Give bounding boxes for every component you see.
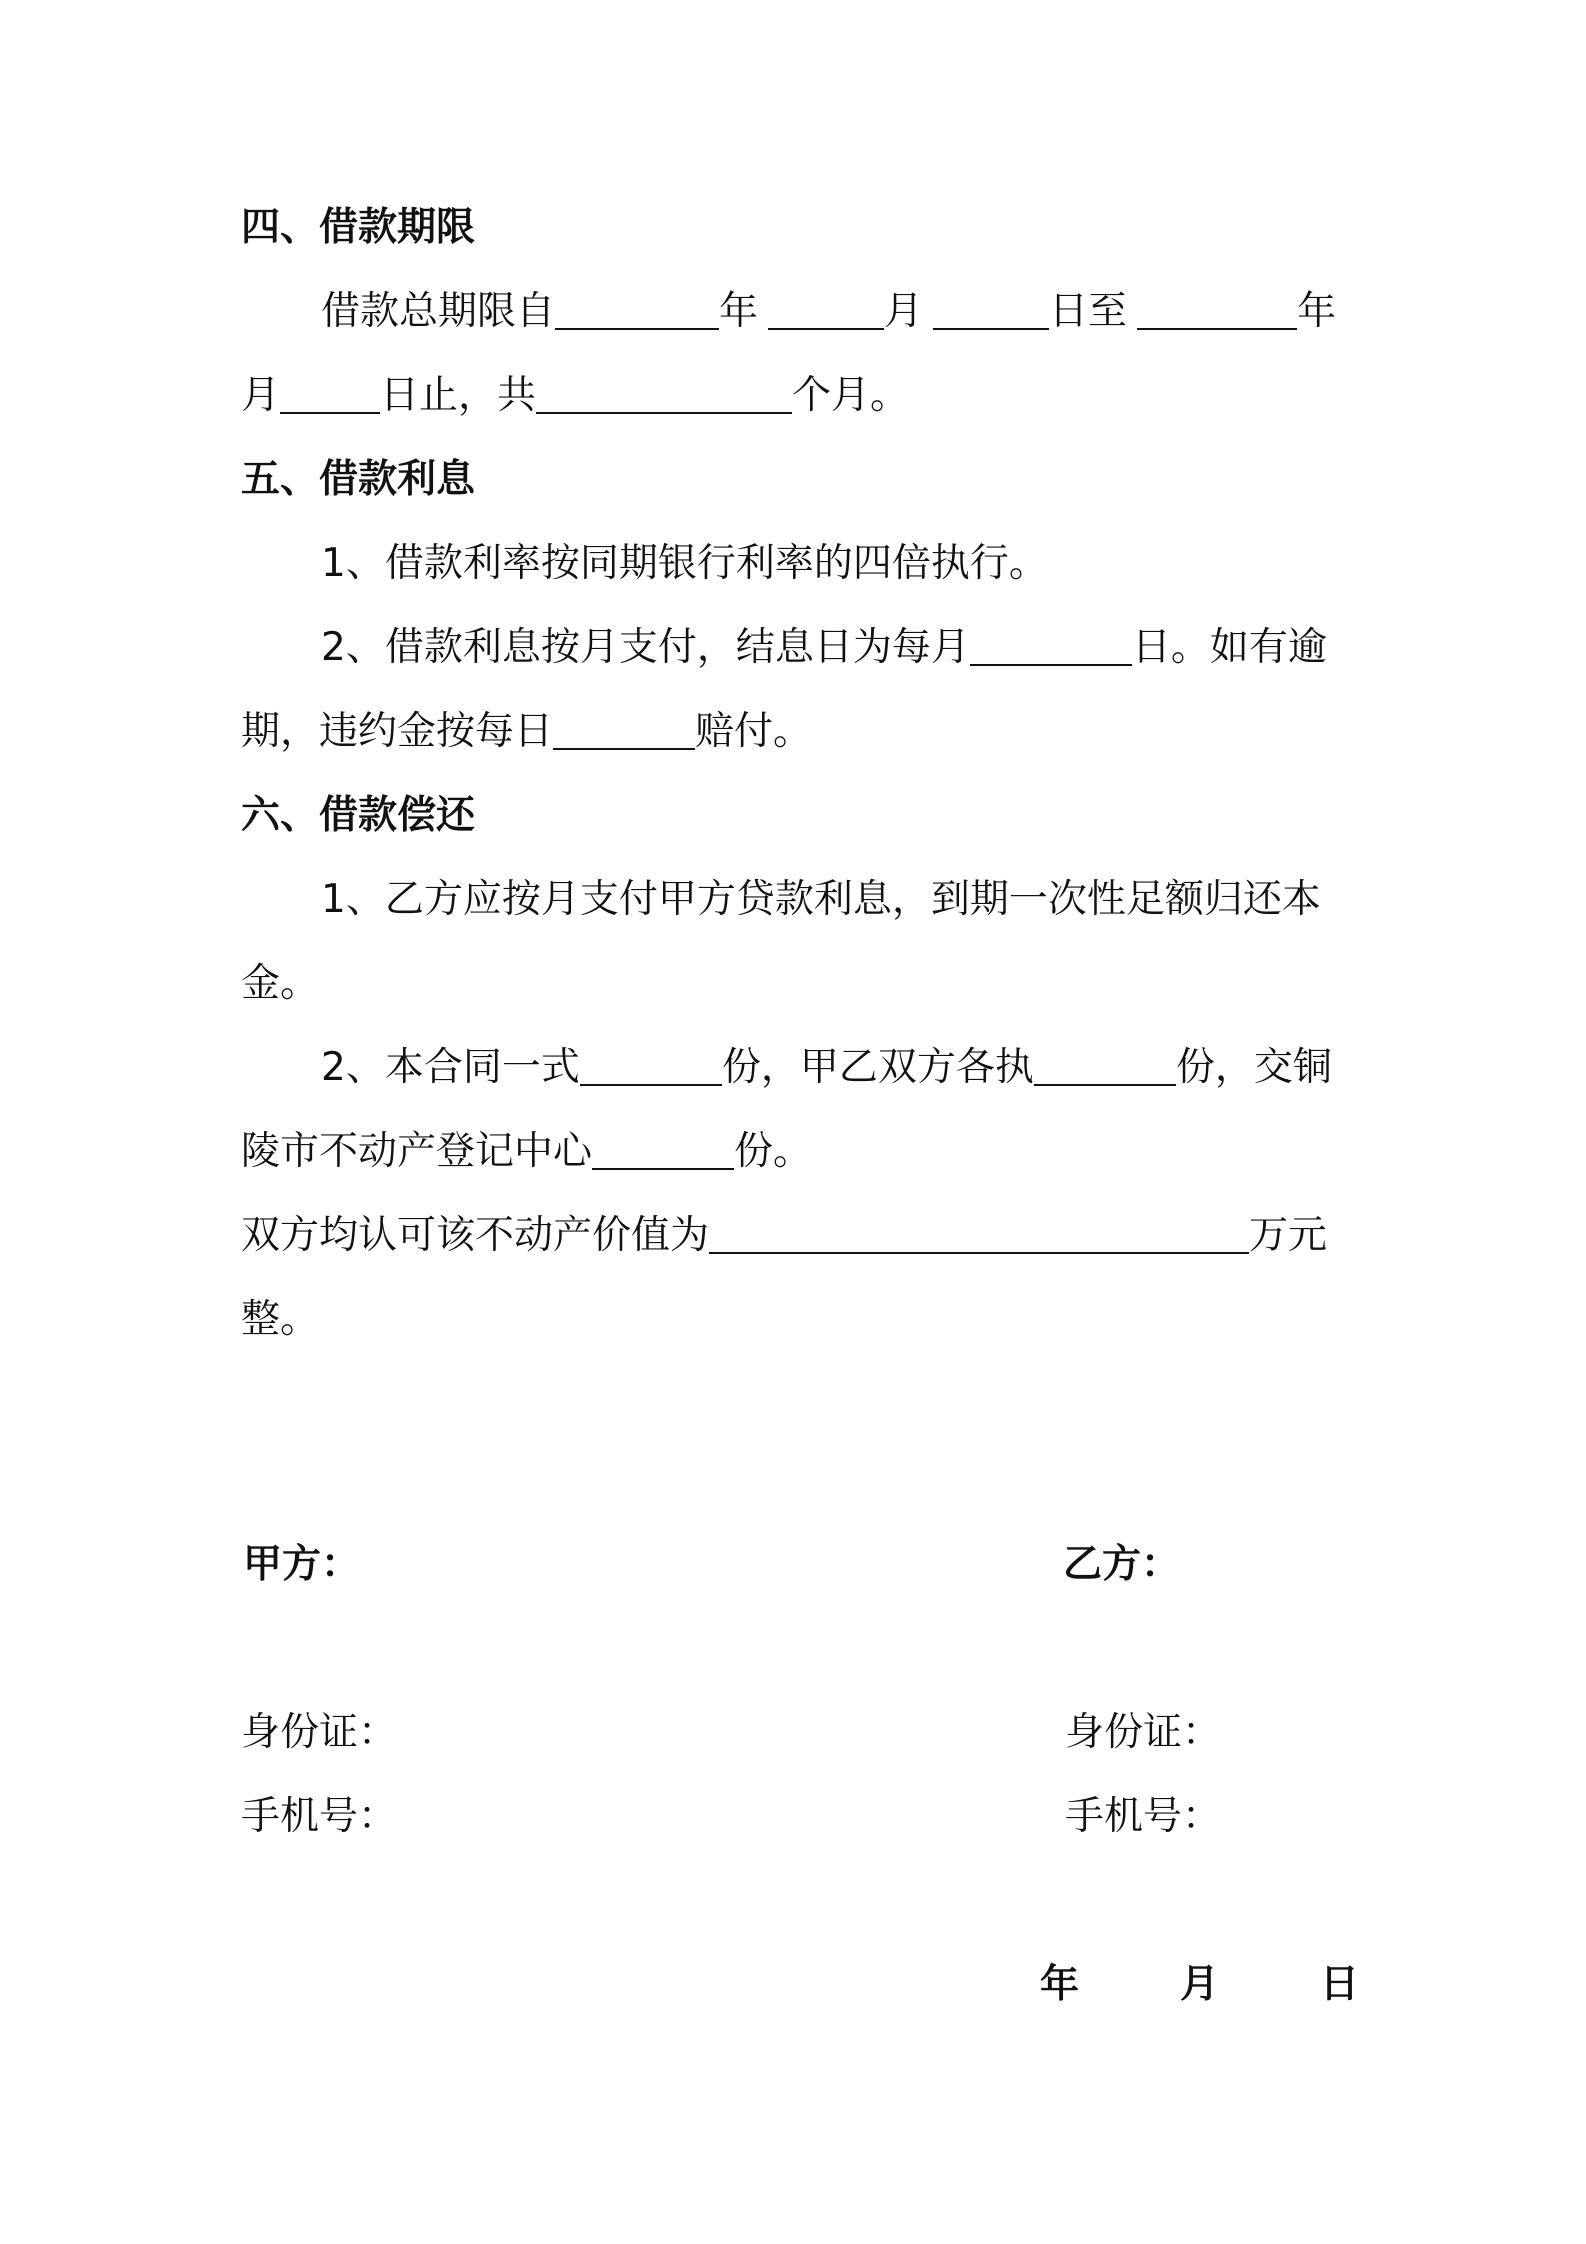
blank-total-copies[interactable]	[580, 1048, 722, 1086]
loan-term-line-2	[241, 371, 1351, 421]
text: 2、借款利息按月支付，结息日为每月	[321, 625, 970, 670]
text: 年	[1297, 289, 1337, 334]
text: 月	[241, 373, 281, 418]
party-a-label: 甲方：	[243, 1542, 361, 1587]
blank-start-month[interactable]	[768, 292, 884, 330]
text: 陵市不动产登记中心	[241, 1129, 593, 1174]
blank-settlement-day[interactable]	[970, 628, 1132, 666]
text: 份，甲乙双方各执	[721, 1045, 1034, 1090]
text: 日至	[1049, 289, 1128, 334]
text: 份，交铜	[1175, 1045, 1332, 1090]
copies-line-1	[241, 1043, 1351, 1093]
repayment-item-1-line-2: 金。	[241, 961, 320, 1006]
text: 借款总期限自	[321, 289, 556, 334]
blank-property-value[interactable]	[709, 1216, 1249, 1254]
text: 赔付。	[695, 709, 813, 754]
text: 日止，共	[380, 373, 537, 418]
text: 2、本合同一式	[321, 1045, 580, 1090]
text: 期，违约金按每日	[241, 709, 554, 754]
repayment-item-1-line-1: 1、乙方应按月支付甲方贷款利息，到期一次性足额归还本	[321, 877, 1321, 922]
party-b-label: 乙方：	[1063, 1542, 1181, 1587]
date-day-label: 日	[1320, 1962, 1360, 2007]
property-value-line-1	[241, 1211, 1351, 1261]
section-heading-loan-term: 四、借款期限	[241, 205, 476, 250]
blank-registry-copies[interactable]	[592, 1132, 734, 1170]
text: 份。	[734, 1129, 813, 1174]
blank-total-months[interactable]	[536, 376, 792, 414]
party-a-phone-label: 手机号：	[241, 1794, 398, 1839]
interest-item-1: 1、借款利率按同期银行利率的四倍执行。	[321, 541, 1048, 586]
party-b-phone-label: 手机号：	[1065, 1794, 1222, 1839]
date-month-label: 月	[1180, 1962, 1220, 2007]
party-b-id-label: 身份证：	[1065, 1710, 1222, 1755]
text: 万元	[1249, 1213, 1328, 1258]
text: 双方均认可该不动产价值为	[241, 1213, 710, 1258]
blank-end-year[interactable]	[1137, 292, 1297, 330]
text: 年	[719, 289, 759, 334]
section-heading-repayment: 六、借款偿还	[241, 793, 476, 838]
interest-item-2-line-1	[241, 623, 1351, 673]
interest-item-2-line-2	[241, 707, 1351, 757]
party-a-id-label: 身份证：	[241, 1710, 398, 1755]
section-heading-interest: 五、借款利息	[241, 457, 476, 502]
copies-line-2	[241, 1127, 1351, 1177]
blank-end-month[interactable]	[280, 376, 380, 414]
text: 日。如有逾	[1131, 625, 1327, 670]
blank-start-day[interactable]	[933, 292, 1049, 330]
text: 个月。	[792, 373, 910, 418]
text: 月	[884, 289, 924, 334]
blank-daily-penalty[interactable]	[553, 712, 695, 750]
blank-start-year[interactable]	[555, 292, 719, 330]
loan-term-line-1	[241, 287, 1351, 337]
date-year-label: 年	[1040, 1962, 1080, 2007]
property-value-line-2: 整。	[241, 1297, 320, 1342]
blank-each-party-copies[interactable]	[1034, 1048, 1176, 1086]
